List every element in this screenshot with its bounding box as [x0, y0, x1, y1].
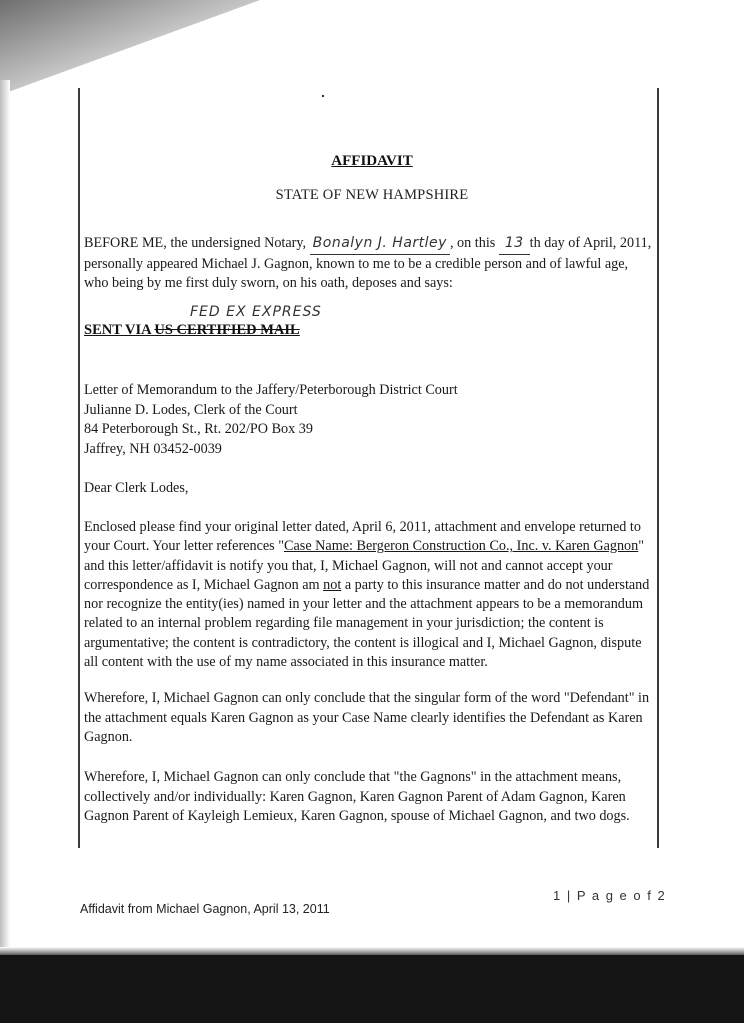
wherefore-paragraph-1: Wherefore, I, Michael Gagnon can only conclude that the singular form of the word "Defendant" in the attachment equals Karen Gagnon as your Case Name clearly identifies the Defendant as Karen Gagnon. [84, 690, 650, 745]
sent-via-struck: US CERTIFIED MAIL [154, 322, 300, 338]
state-heading: STATE OF NEW HAMPSHIRE [275, 187, 469, 203]
scan-shadow [0, 0, 260, 95]
document-title: AFFIDAVIT [331, 153, 413, 169]
day-handwritten: 13 [499, 234, 530, 255]
sent-via-line [84, 322, 300, 339]
address-line: Letter of Memorandum to the Jaffery/Peterborough District Court [84, 382, 458, 398]
address-line: Jaffrey, NH 03452-0039 [84, 440, 222, 457]
notary-name-handwritten: Bonalyn J. Hartley [310, 234, 450, 255]
speck [322, 95, 324, 97]
before-me-paragraph [84, 234, 656, 294]
enclosed-part2: " and this letter/affidavit is notify you that, I, Michael Gagnon, will not and cannot accept your correspondence as I, Michael Gagnon am [84, 538, 645, 593]
before-suffix: th day of April, 2011, personally appeared Michael J. Gagnon, known to me to be a credible person and of lawful age, who being by me first duly sworn, on his oath, deposes and says: [84, 235, 652, 291]
scan-edge [0, 80, 10, 950]
address-line: 84 Peterborough St., Rt. 202/PO Box 39 [84, 421, 313, 437]
court-address [84, 381, 656, 459]
address-line: Julianne D. Lodes, Clerk of the Court [84, 401, 298, 418]
before-prefix: BEFORE ME, the undersigned Notary, [84, 235, 307, 251]
sent-via-label: SENT VIA [84, 322, 151, 338]
not-word: not [323, 576, 342, 593]
case-name: Case Name: Bergeron Construction Co., Inc. v. Karen Gagnon [284, 538, 639, 555]
page-number: 1 | P a g e o f 2 [553, 888, 667, 903]
enclosed-paragraph [84, 518, 656, 672]
fedex-handwritten: FED EX EXPRESS [190, 304, 322, 320]
enclosed-part3: a party to this insurance matter and do not understand nor recognize the entity(ies) named in your letter and the attachment appears to be a memorandum related to an internal problem regarding file management in your jurisdiction; the content is argumentative; the content is contradictory, the content is illogical and I, Michael Gagnon, dispute all content with the use of my name associated in this insurance matter. [84, 576, 650, 671]
wherefore-paragraph-2: Wherefore, I, Michael Gagnon can only conclude that "the Gagnons" in the attachment means, collectively and/or individually: Karen Gagnon, Karen Gagnon Parent of Adam Gagnon, Karen Gagnon Parent of Kayleigh Lemieux, Karen Gagnon, spouse of Michael Gagnon, and two dogs. [84, 769, 630, 824]
scan-background [0, 955, 744, 1023]
salutation: Dear Clerk Lodes, [84, 480, 189, 496]
before-mid: , on this [449, 235, 496, 251]
footer-caption: Affidavit from Michael Gagnon, April 13, 2011 [80, 902, 330, 916]
enclosed-part1: Enclosed please find your original letter dated, April 6, 2011, attachment and envelope returned to your Court. Your letter references " [84, 519, 641, 555]
